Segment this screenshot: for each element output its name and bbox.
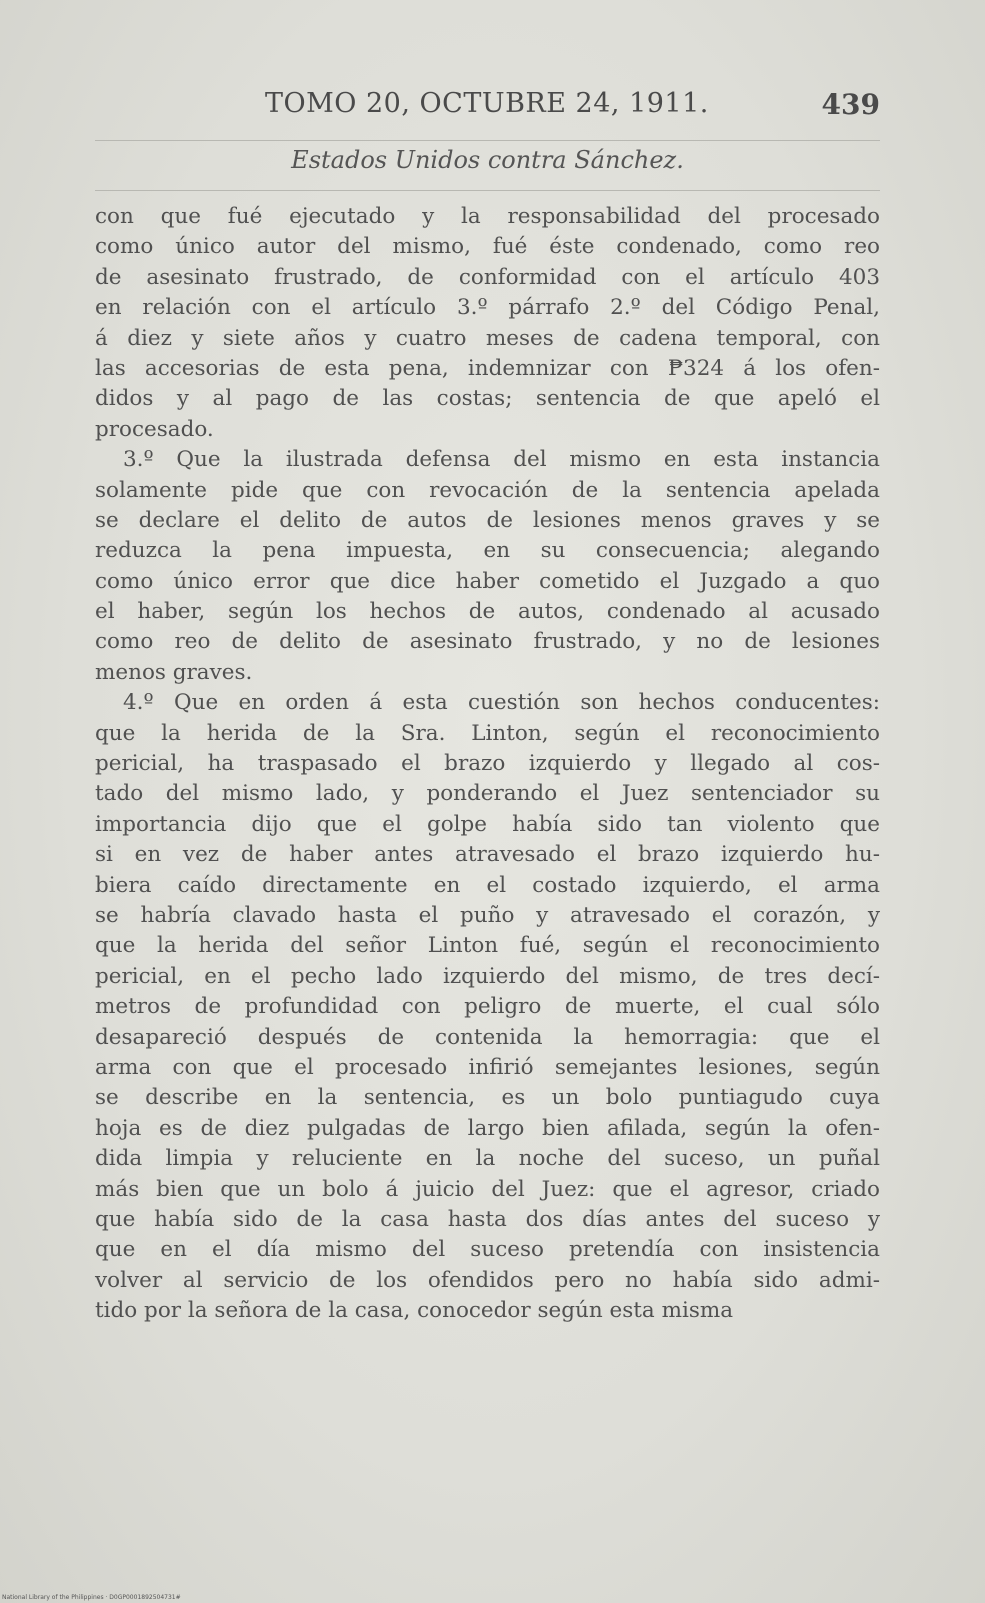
body-line: se declare el delito de autos de lesiones menos graves y se — [95, 507, 880, 533]
body-line: tido por la señora de la casa, conocedor según esta misma — [95, 1298, 734, 1324]
header-rule-bottom — [95, 190, 880, 191]
body-line: como único autor del mismo, fué éste condenado, como reo — [95, 234, 880, 260]
body-line: como único error que dice haber cometido el Juzgado a quo — [95, 568, 880, 594]
body-line: si en vez de haber antes atravesado el brazo izquierdo hu- — [95, 842, 880, 868]
page-number: 439 — [821, 88, 880, 121]
body-line: 3.º Que la ilustrada defensa del mismo en esta instancia — [123, 447, 880, 473]
body-line: desapareció después de contenida la hemorragia: que el — [95, 1024, 880, 1050]
body-line: 4.º Que en orden á esta cuestión son hechos conducentes: — [123, 690, 880, 716]
body-line: didos y al pago de las costas; sentencia de que apeló el — [95, 386, 880, 412]
body-line: importancia dijo que el golpe había sido tan violento que — [95, 811, 880, 837]
body-line: como reo de delito de asesinato frustrado, y no de lesiones — [95, 629, 880, 655]
body-line: tado del mismo lado, y ponderando el Juez sentenciador su — [95, 781, 880, 807]
body-line: se habría clavado hasta el puño y atravesado el corazón, y — [95, 902, 880, 928]
body-line: á diez y siete años y cuatro meses de cadena temporal, con — [95, 325, 880, 351]
page-header — [95, 88, 880, 128]
body-line: hoja es de diez pulgadas de largo bien afilada, según la ofen- — [95, 1115, 880, 1141]
body-line: pericial, en el pecho lado izquierdo del mismo, de tres decí- — [95, 963, 880, 989]
body-line: metros de profundidad con peligro de muerte, el cual sólo — [95, 994, 880, 1020]
body-line: reduzca la pena impuesta, en su consecuencia; alegando — [95, 538, 880, 564]
body-line: en relación con el artículo 3.º párrafo 2.º del Código Penal, — [95, 295, 880, 321]
body-line: el haber, según los hechos de autos, condenado al acusado — [95, 599, 880, 625]
body-line: solamente pide que con revocación de la sentencia apelada — [95, 477, 880, 503]
body-line: volver al servicio de los ofendidos pero no había sido admi- — [95, 1267, 880, 1293]
running-title: TOMO 20, OCTUBRE 24, 1911. — [265, 88, 709, 119]
body-line: las accesorias de esta pena, indemnizar con ₱324 á los ofen- — [95, 355, 880, 381]
body-line: procesado. — [95, 416, 214, 442]
body-line: con que fué ejecutado y la responsabilidad del procesado — [95, 204, 880, 229]
library-footer: National Library of the Philippines · D0GP0001892504731# — [2, 1594, 181, 1601]
body-line: menos graves. — [95, 659, 253, 685]
body-line: se describe en la sentencia, es un bolo puntiagudo cuya — [95, 1085, 880, 1111]
body-line: biera caído directamente en el costado izquierdo, el arma — [95, 872, 880, 898]
body-line: que la herida de la Sra. Linton, según el reconocimiento — [95, 720, 880, 746]
body-line: más bien que un bolo á juicio del Juez: que el agresor, criado — [95, 1176, 880, 1202]
body-line: que la herida del señor Linton fué, según el reconocimiento — [95, 933, 880, 959]
body-line: que había sido de la casa hasta dos días antes del suceso y — [95, 1206, 880, 1232]
header-rule-top — [95, 140, 880, 141]
body-text — [95, 202, 880, 1326]
case-title: Estados Unidos contra Sánchez. — [291, 146, 684, 174]
body-line: pericial, ha traspasado el brazo izquierdo y llegado al cos- — [95, 751, 880, 777]
body-line: de asesinato frustrado, de conformidad con el artículo 403 — [95, 264, 880, 290]
body-line: arma con que el procesado infirió semejantes lesiones, según — [95, 1054, 880, 1080]
body-line: que en el día mismo del suceso pretendía con insistencia — [95, 1237, 880, 1263]
body-line: dida limpia y reluciente en la noche del suceso, un puñal — [95, 1146, 880, 1172]
